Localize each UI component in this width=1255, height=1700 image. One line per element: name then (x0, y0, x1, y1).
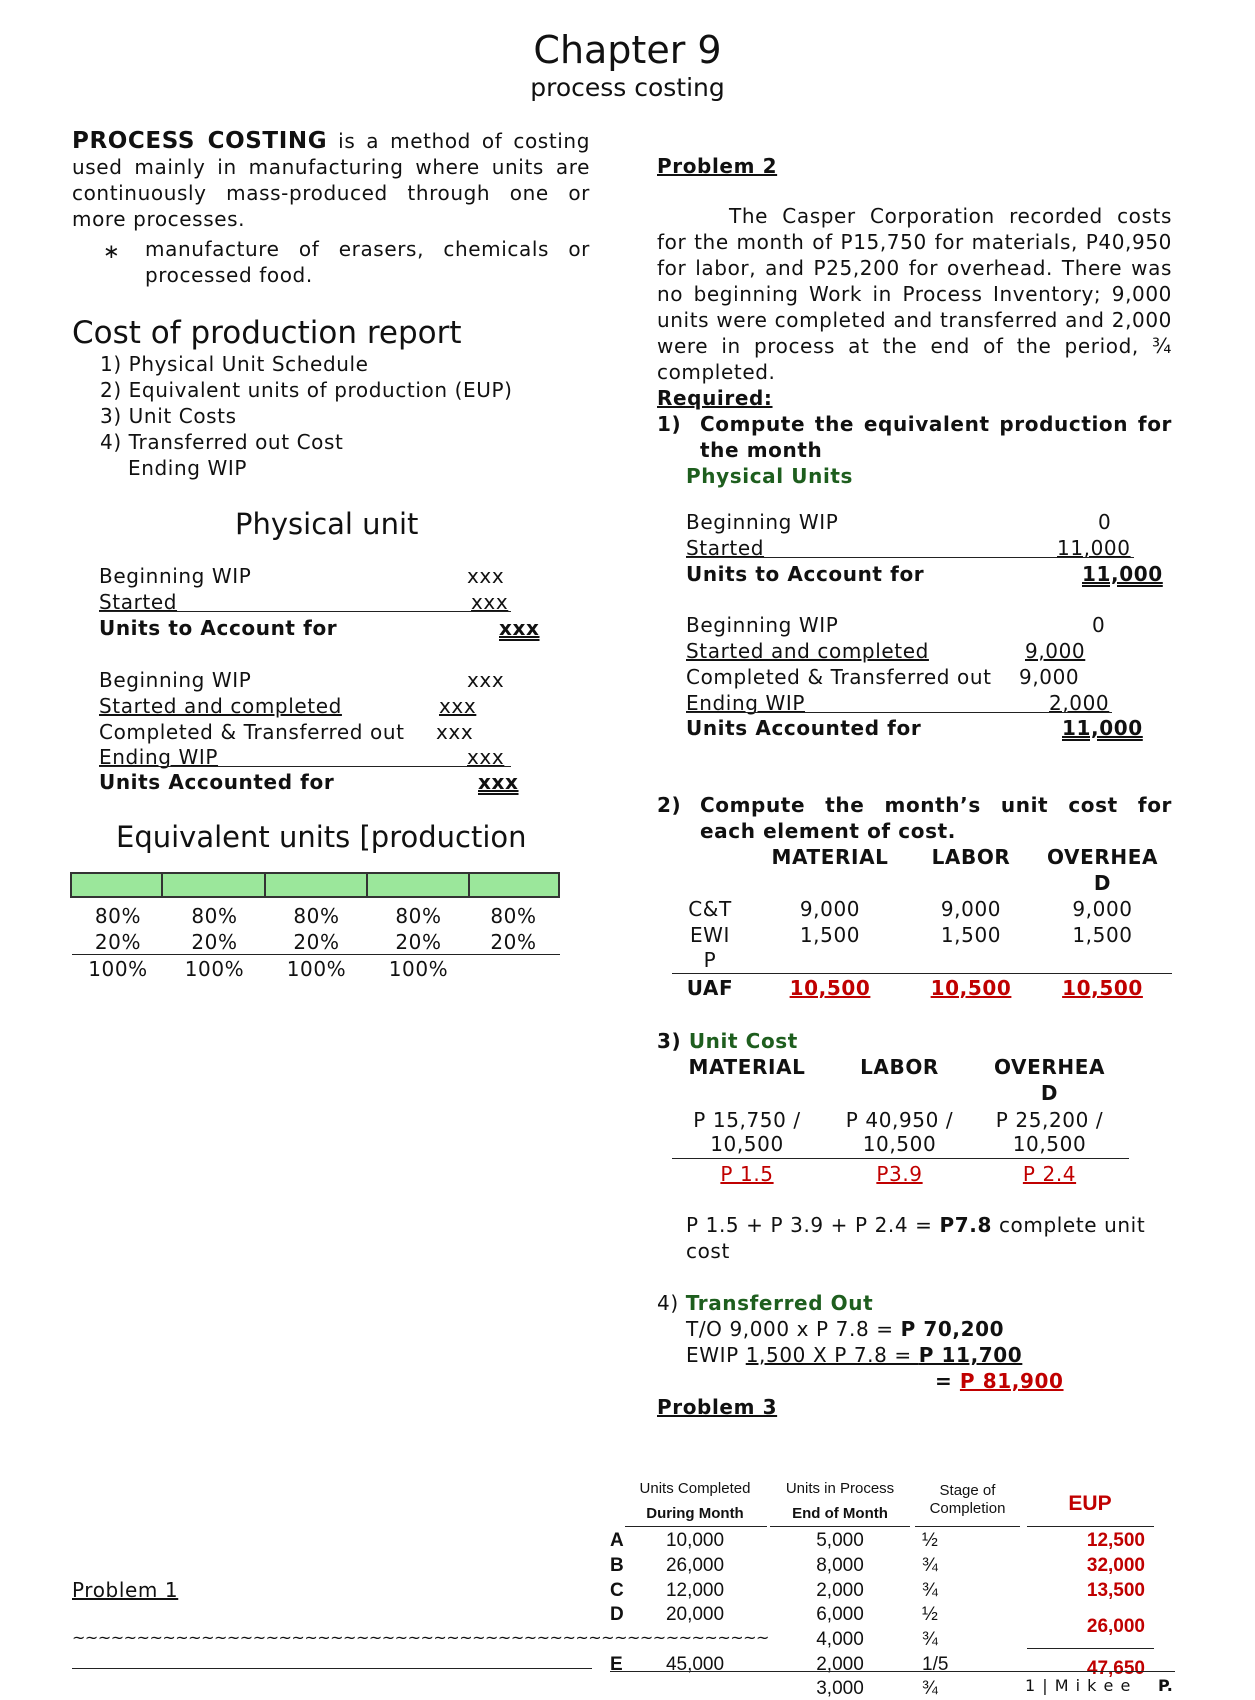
p2-pu-label: Units to Account for (686, 562, 925, 586)
p2-pu-value: 0 (1098, 510, 1112, 534)
q2-cell: 1,500 (940, 923, 1002, 947)
p3-cell: 26,000 (665, 1555, 725, 1576)
p2-pu-label: Started and completed (686, 639, 929, 663)
q2-header-overhead-d: D (1093, 871, 1112, 895)
p3-eup: 13,500 (1086, 1580, 1145, 1601)
p3-cell: 3,000 (816, 1678, 864, 1699)
eup-bar-cell (264, 872, 368, 898)
pu-value: xxx (478, 770, 519, 794)
p3-col2-header: Units in Process (785, 1480, 895, 1497)
p2-pu-label: Started (686, 536, 765, 560)
eup-value: 80% (490, 904, 537, 928)
p3-cell: 20,000 (665, 1604, 725, 1625)
chapter-title: Chapter 9 (533, 28, 722, 72)
p3-col1-sub: During Month (646, 1505, 744, 1522)
equivalent-units-heading: Equivalent units [production (116, 820, 527, 854)
q2-header-overhead: OVERHEA (1046, 845, 1159, 869)
eup-value: 20% (395, 930, 442, 954)
q4-total-value: P 81,900 (959, 1369, 1064, 1393)
q1-text: Compute the equivalent production for the month (700, 412, 1172, 462)
q3-sum-note: complete unit cost (686, 1213, 1146, 1263)
q4-title: Transferred Out (685, 1291, 874, 1315)
eup-value: 80% (191, 904, 238, 928)
page-footer-tail: P. (1158, 1676, 1173, 1695)
p3-row-letter: D (610, 1604, 624, 1625)
pu-label: Beginning WIP (99, 668, 252, 692)
intro-term: PROCESS COSTING (72, 128, 328, 154)
q3-calc-line: 10,500 (710, 1132, 784, 1156)
q4-number: 4) (657, 1291, 686, 1315)
cpr-item-3: 3) Unit Costs (100, 404, 237, 428)
p2-pu-label: Ending WIP (686, 691, 806, 715)
eup-value: 100% (388, 957, 449, 981)
q3-calc-line: P 25,200 / (995, 1108, 1104, 1132)
pu-label: Completed & Transferred out (99, 720, 405, 744)
p3-cell: 8,000 (816, 1555, 864, 1576)
q4-line2-value: P 11,700 (918, 1343, 1023, 1367)
p3-eup: 26,000 (1086, 1616, 1145, 1637)
p3-eup: 47,650 (1086, 1658, 1145, 1679)
cpr-heading: Cost of production report (72, 315, 462, 351)
pu-rule (99, 611, 511, 612)
pu-value: xxx (439, 694, 477, 718)
pu-value: xxx (467, 745, 505, 769)
p2-pu-value: 0 (1092, 613, 1106, 637)
p3-col2-sub: End of Month (792, 1505, 888, 1522)
problem1-tilde-rule: ~~~~~~~~~~~~~~~~~~~~~~~~~~~~~~~~~~~~~~~~~~~~~~~~~~~~~~ (72, 1628, 769, 1647)
eup-value: 100% (88, 957, 148, 981)
q3-calc-line: 10,500 (1012, 1132, 1087, 1156)
q3-calc-line: 10,500 (862, 1132, 937, 1156)
p3-header-rule (770, 1526, 910, 1527)
q3-heading (657, 1028, 798, 1054)
p3-col3-header: Stage of (939, 1482, 996, 1499)
physical-unit-heading: Physical unit (235, 507, 419, 541)
pu-label: Beginning WIP (99, 564, 252, 588)
p3-cell: 6,000 (816, 1604, 864, 1625)
q4-line2-expr: 1,500 X P 7.8 = (745, 1343, 919, 1367)
eup-value: 80% (293, 904, 340, 928)
eup-value: 20% (293, 930, 340, 954)
p3-cell: ¾ (922, 1629, 938, 1650)
q3-sum-expr: P 1.5 + P 3.9 + P 2.4 = (686, 1213, 940, 1237)
q4-line2 (686, 1342, 1022, 1368)
p3-cell: 10,000 (665, 1530, 725, 1551)
eup-bar-cell (161, 872, 266, 898)
pu-value: xxx (436, 720, 474, 744)
q4-line1 (686, 1316, 1004, 1342)
p2-pu-rule (686, 557, 1134, 558)
q4-line2-label: EWIP (686, 1343, 746, 1367)
intro-definition: is a method of costing used mainly in manufacturing where units are continuously mass-produced through one or more processes. (72, 129, 590, 231)
q3-rule (672, 1158, 1129, 1159)
q2-cell: 1,500 (1072, 923, 1133, 947)
eup-value: 80% (395, 904, 442, 928)
intro-bullet-mark: ∗ (103, 239, 121, 263)
cpr-item-4: 4) Transferred out Cost (100, 430, 344, 454)
q2-cell: 9,000 (1072, 897, 1133, 921)
p2-pu-label: Beginning WIP (686, 510, 839, 534)
cpr-item-1: 1) Physical Unit Schedule (100, 352, 369, 376)
eup-rule (72, 954, 560, 955)
pu-label: Ending WIP (99, 745, 219, 769)
q2-rule (672, 973, 1172, 974)
p2-pu-value: 11,000 (1062, 716, 1143, 740)
q3-result: P 2.4 (1022, 1162, 1077, 1186)
q2-cell: 9,000 (940, 897, 1002, 921)
page-footer: 1 | M i k e e (1025, 1676, 1132, 1695)
footer-rule (610, 1671, 1175, 1672)
eup-bar-cell (366, 872, 470, 898)
eup-value: 20% (191, 930, 238, 954)
p3-cell: 4,000 (816, 1629, 864, 1650)
p3-header-rule (915, 1526, 1020, 1527)
p3-row-letter: B (610, 1555, 624, 1576)
p3-eup: 32,000 (1086, 1555, 1145, 1576)
q2-cell: 10,500 (930, 976, 1012, 1000)
problem2-heading: Problem 2 (657, 154, 778, 178)
pu-label: Started (99, 590, 178, 614)
p3-cell: ¾ (922, 1678, 938, 1699)
eup-value: 100% (184, 957, 245, 981)
p3-col3-sub: Completion (929, 1500, 1006, 1517)
q3-number: 3) (657, 1029, 689, 1053)
q2-row-label: UAF (686, 976, 734, 1000)
q4-line1-expr: T/O 9,000 x P 7.8 = (686, 1317, 901, 1341)
p3-cell: 12,000 (665, 1580, 725, 1601)
cpr-item-2: 2) Equivalent units of production (EUP) (100, 378, 513, 402)
q1-subheading: Physical Units (686, 464, 854, 488)
q3-result: P 1.5 (720, 1162, 774, 1186)
q2-number: 2) (657, 793, 682, 817)
q3-header-overhead: OVERHEA (993, 1055, 1106, 1079)
pu-label: Started and completed (99, 694, 342, 718)
p3-cell: 2,000 (816, 1580, 864, 1601)
q3-title: Unit Cost (688, 1029, 798, 1053)
problem2-text: The Casper Corporation recorded costs for the month of P15,750 for materials, P40,950 for labor, and P25,200 for overhead. There was no beginning Work in Process Inventory; 9,000 units were completed and transferred and 2,000 were in process at the end of the period, ¾ completed. (657, 204, 1172, 384)
p2-pu-value: 11,000 (1057, 536, 1131, 560)
chapter-subtitle: process costing (530, 73, 725, 102)
q2-row-label: C&T (688, 897, 732, 921)
pu-value: xxx (467, 564, 505, 588)
p3-col1-header: Units Completed (639, 1480, 751, 1497)
intro-bullet-text: manufacture of erasers, chemicals or processed food. (145, 237, 590, 287)
eup-bar-cell (70, 872, 163, 898)
eup-bar (70, 872, 560, 898)
p3-header-rule (1027, 1526, 1154, 1527)
p2-pu-label: Units Accounted for (686, 716, 922, 740)
p3-header-rule (625, 1526, 767, 1527)
q3-calc-line: P 15,750 / (693, 1108, 801, 1132)
q2-cell: 9,000 (799, 897, 861, 921)
q2-cell: 10,500 (1062, 976, 1143, 1000)
q2-row-label: P (703, 948, 717, 972)
q4-total-eq: = (935, 1369, 960, 1393)
p3-col4-header: EUP (1068, 1492, 1112, 1515)
q4-heading (657, 1290, 873, 1316)
p2-pu-value: 9,000 (1019, 665, 1080, 689)
p3-subtotal-rule (1027, 1648, 1154, 1649)
eup-value: 20% (490, 930, 537, 954)
q4-total (935, 1368, 1064, 1394)
p3-eup: 12,500 (1086, 1530, 1145, 1551)
pu-value: xxx (467, 668, 505, 692)
intro-paragraph (72, 128, 590, 232)
q2-row-label: EWI (689, 923, 731, 947)
q3-header-labor: LABOR (860, 1055, 939, 1079)
p3-cell: 5,000 (816, 1530, 864, 1551)
q2-cell: 1,500 (799, 923, 861, 947)
q2-header-labor: LABOR (931, 845, 1011, 869)
p2-pu-label: Beginning WIP (686, 613, 839, 637)
p3-cell: ¾ (922, 1555, 938, 1576)
q3-header-overhead-d: D (1040, 1081, 1059, 1105)
q2-text: Compute the month’s unit cost for each element of cost. (700, 793, 1172, 843)
p3-cell: ¾ (922, 1580, 938, 1601)
pu-value: xxx (499, 616, 540, 640)
p2-pu-value: 2,000 (1049, 691, 1110, 715)
pu-rule (99, 766, 511, 767)
p2-pu-label: Completed & Transferred out (686, 665, 992, 689)
q3-sum-total: P7.8 (939, 1213, 992, 1237)
q2-header-material: MATERIAL (771, 845, 889, 869)
pu-label: Units to Account for (99, 616, 338, 640)
pu-label: Units Accounted for (99, 770, 335, 794)
p2-pu-value: 9,000 (1025, 639, 1086, 663)
pu-value: xxx (471, 590, 509, 614)
q3-sum (686, 1212, 1174, 1264)
eup-value: 20% (94, 930, 142, 954)
p3-cell: 1/5 (922, 1654, 949, 1675)
q2-cell: 10,500 (789, 976, 871, 1000)
q4-line1-value: P 70,200 (900, 1317, 1005, 1341)
problem1-heading: Problem 1 (72, 1578, 179, 1602)
problem3-heading: Problem 3 (657, 1395, 778, 1419)
p2-pu-value: 11,000 (1082, 562, 1163, 586)
eup-value: 100% (286, 957, 347, 981)
cpr-item-5: Ending WIP (128, 456, 248, 480)
q3-calc-line: P 40,950 / (845, 1108, 954, 1132)
p3-cell: ½ (922, 1530, 938, 1551)
q3-header-material: MATERIAL (688, 1055, 806, 1079)
problem2-required: Required: (657, 386, 773, 410)
p3-cell: 45,000 (665, 1654, 725, 1675)
eup-bar-cell (468, 872, 560, 898)
p3-row-letter: E (610, 1654, 623, 1675)
q3-result: P3.9 (876, 1162, 923, 1186)
p3-cell: ½ (922, 1604, 938, 1625)
p2-pu-rule (686, 712, 1112, 713)
q1-number: 1) (657, 412, 682, 436)
p3-row-letter: C (610, 1580, 624, 1601)
p3-cell: 2,000 (816, 1654, 864, 1675)
eup-value: 80% (94, 904, 142, 928)
p3-row-letter: A (610, 1530, 624, 1551)
problem1-rule (72, 1668, 592, 1669)
